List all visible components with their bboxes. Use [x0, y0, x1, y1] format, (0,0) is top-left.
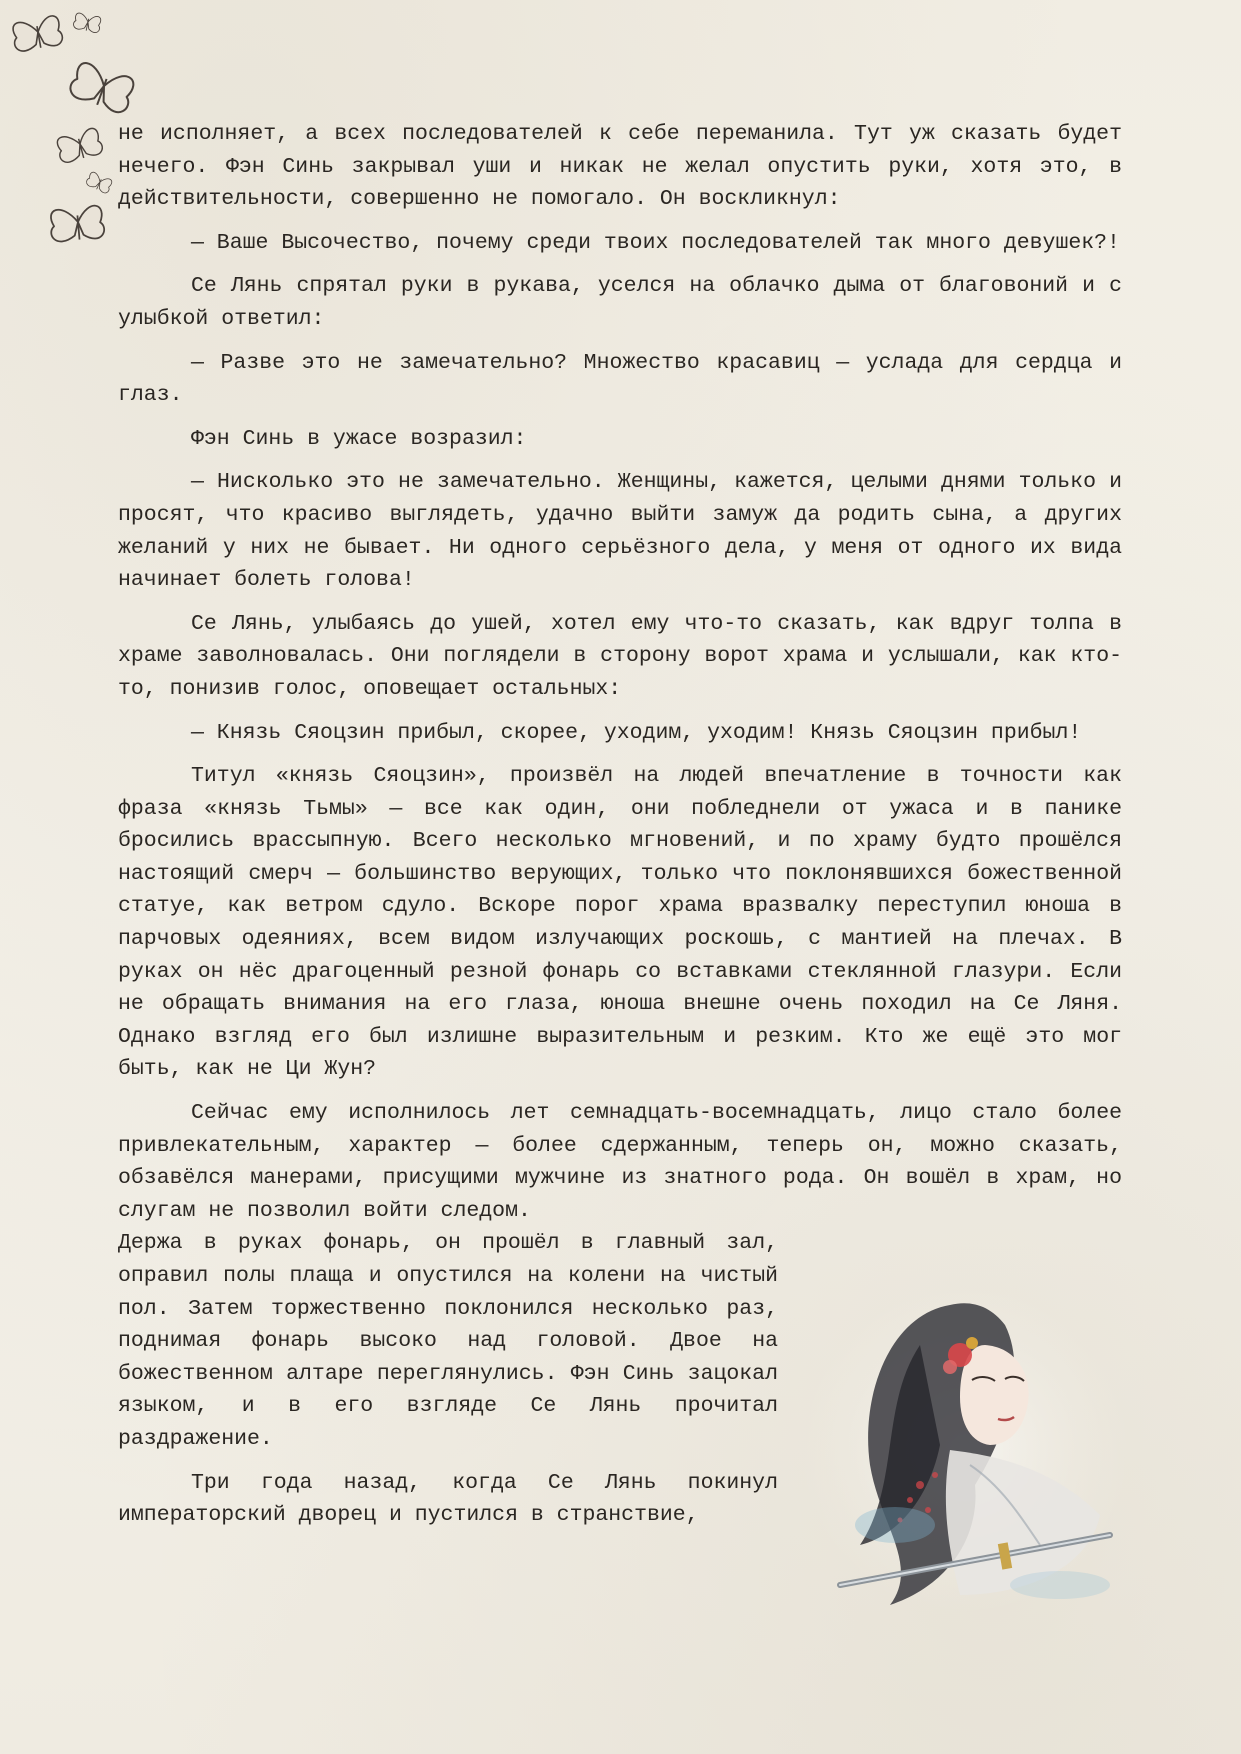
paragraph: Сейчас ему исполнилось лет семнадцать-восемнадцать, лицо стало более привлекательным, характер — более сдержанным, теперь он, можно сказать, обзавёлся манерами, присущими мужчине из знатного рода. Он вошёл в храм, но слугам не позволил войти следом. — [118, 1101, 1122, 1223]
paragraph: Титул «князь Сяоцзин», произвёл на людей впечатление в точности как фраза «князь Тьмы» — все как один, они побледнели от ужаса и в панике бросились врассыпную. Всего несколько мгновений, и по храму будто прошёлся настоящий смерч — большинство верующих, только что поклонявшихся божественной статуе, как ветром сдуло. Вскоре порог храма вразвалку переступил юноша в парчовых одеяниях, всем видом излучающих роскошь, с мантией на плечах. В руках он нёс драгоценный резной фонарь со вставками стеклянной глазури. Если не обращать внимания на его глаза, юноша внешне очень походил на Се Ляня. Однако взгляд его был излишне выразительным и резким. Кто же ещё это мог быть, как не Ци Жун? — [118, 764, 1122, 1082]
paragraph: Се Лянь, улыбаясь до ушей, хотел ему что-то сказать, как вдруг толпа в храме заволновалась. Они поглядели в сторону ворот храма и услышали, как кто-то, понизив голос, оповещает остальных: — [118, 611, 1122, 701]
paragraph: не исполняет, а всех последователей к себе переманила. Тут уж сказать будет нечего. Фэн Синь закрывал уши и никак не желал опустить руки, хотя это, в действительности, совершенно не помогало. Он воскликнул: — [118, 122, 1122, 212]
paragraph: Се Лянь спрятал руки в рукава, уселся на облачко дыма от благовоний и с улыбкой ответил: — [118, 274, 1122, 331]
paragraph: — Князь Сяоцзин прибыл, скорее, уходим, уходим! Князь Сяоцзин прибыл! — [191, 720, 1082, 745]
paragraph: Держа в руках фонарь, он прошёл в главный зал, оправил полы плаща и опустился на колени на чистый пол. Затем торжественно поклонился несколько раз, поднимая фонарь высоко над головой. Двое на божественном алтаре переглянулись. Фэн Синь зацокал языком, и в его взгляде Се Лянь прочитал раздражение. — [118, 1231, 778, 1451]
paragraph: — Ваше Высочество, почему среди твоих последователей так много девушек?! — [191, 230, 1120, 255]
paragraph: — Разве это не замечательно? Множество красавиц — услада для сердца и глаз. — [118, 350, 1122, 408]
paragraph: Три года назад, когда Се Лянь покинул императорский дворец и пустился в странствие, — [118, 1470, 778, 1528]
paragraph: Фэн Синь в ужасе возразил: — [191, 426, 527, 451]
paragraph: — Нисколько это не замечательно. Женщины, кажется, целыми днями только и просят, что красиво выглядеть, удачно выйти замуж да родить сына, а других желаний у них не бывает. Ни одного серьёзного дела, у меня от одного их вида начинает болеть голова! — [118, 470, 1122, 593]
warrior-portrait-icon — [800, 1285, 1130, 1615]
